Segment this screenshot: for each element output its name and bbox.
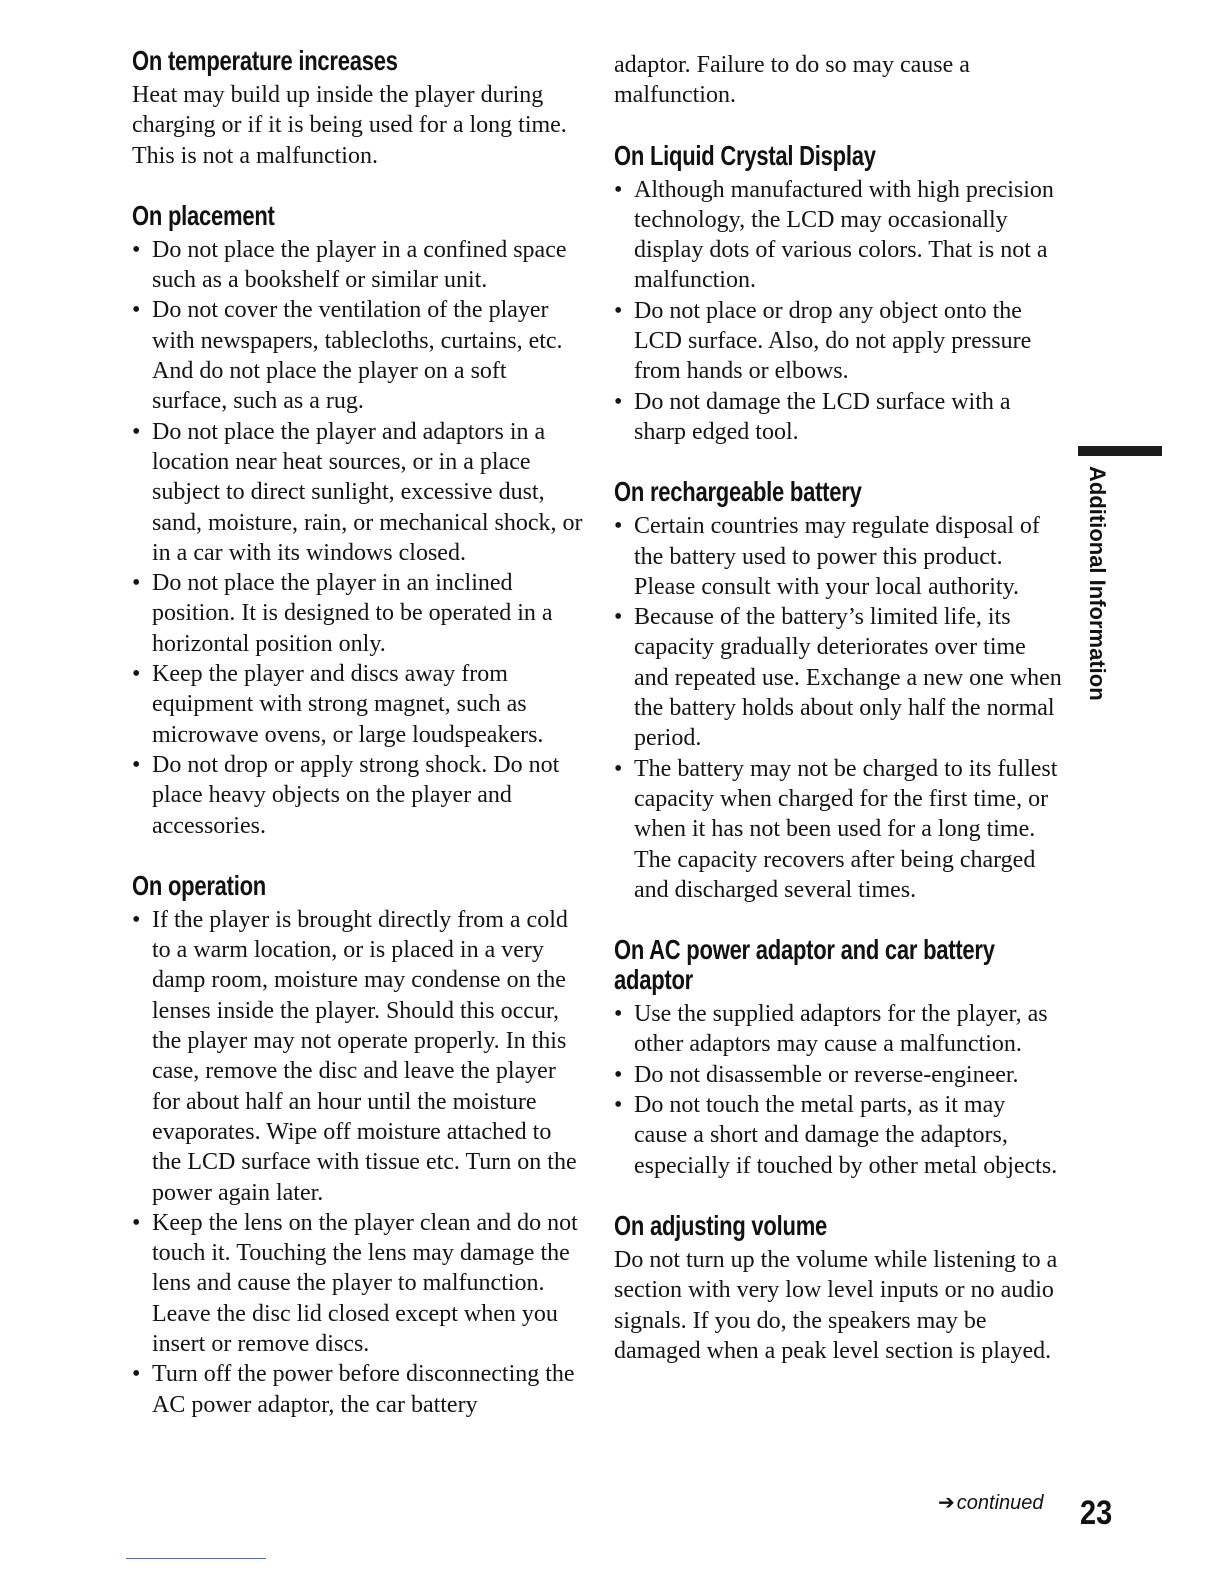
list-item: • Although manufactured with high precision technology, the LCD may occasionally display dots of various colors. That is not a malfunction. (614, 175, 1064, 296)
text-operation-continued: adaptor. Failure to do so may cause a malfunction. (614, 52, 970, 109)
section-temperature (132, 46, 584, 171)
list-item: • Turn off the power before disconnecting the AC power adaptor, the car battery (132, 1359, 584, 1420)
section-tab-marker (1078, 446, 1162, 456)
list-battery (614, 511, 1064, 905)
list-ac-power (614, 999, 1064, 1181)
heading-ac-power: On AC power adaptor and car battery adaptor (614, 934, 995, 996)
page-number: 23 (1080, 1494, 1113, 1532)
list-item: • Do not damage the LCD surface with a sharp edged tool. (614, 387, 1064, 448)
list-item: • Do not place the player in an inclined position. It is designed to be operated in a horizontal position only. (132, 568, 584, 659)
text-temperature: Heat may build up inside the player during charging or if it is being used for a long time. This is not a malfunction. (132, 82, 567, 169)
list-item: • If the player is brought directly from a cold to a warm location, or is placed in a very damp room, moisture may condense on the lenses inside the player. Should this occur, the player may not operate properly. In this case, remove the disc and leave the player for about half an hour until the moisture evaporates. Wipe off moisture attached to the LCD surface with tissue etc. Turn on the power again later. (132, 905, 584, 1208)
heading-temperature: On temperature increases (132, 45, 398, 76)
heading-placement: On placement (132, 199, 275, 231)
list-item: • Do not place the player in a confined space such as a bookshelf or similar unit. (132, 235, 584, 296)
list-item: • Because of the battery’s limited life, its capacity gradually deteriorates over time and repeated use. Exchange a new one when the battery holds about only half the normal period. (614, 602, 1064, 753)
list-item: • The battery may not be charged to its fullest capacity when charged for the first time, or when it has not been used for a long time. The capacity recovers after being charged and discharged several times. (614, 754, 1064, 905)
left-column (132, 46, 584, 1450)
continued-indicator (938, 1490, 1044, 1515)
section-ac-power (614, 935, 1064, 1181)
list-item: • Keep the lens on the player clean and do not touch it. Touching the lens may damage the lens and cause the player to malfunction. Leave the disc lid closed except when you insert or remove discs. (132, 1208, 584, 1359)
heading-battery: On rechargeable battery (614, 476, 862, 508)
section-operation-continued (614, 50, 1064, 111)
section-lcd (614, 141, 1064, 448)
list-item: • Do not place or drop any object onto the LCD surface. Also, do not apply pressure from hands or elbows. (614, 296, 1064, 387)
section-operation (132, 871, 584, 1420)
list-item: • Do not drop or apply strong shock. Do not place heavy objects on the player and accessories. (132, 750, 584, 841)
list-item: • Use the supplied adaptors for the player, as other adaptors may cause a malfunction. (614, 999, 1064, 1060)
right-column (614, 46, 1064, 1396)
list-item: • Do not touch the metal parts, as it may cause a short and damage the adaptors, especially if touched by other metal objects. (614, 1090, 1064, 1181)
list-item: • Do not disassemble or reverse-engineer. (614, 1060, 1064, 1090)
list-lcd (614, 175, 1064, 448)
text-volume: Do not turn up the volume while listening to a section with very low level inputs or no audio signals. If you do, the speakers may be damaged when a peak level section is played. (614, 1246, 1058, 1364)
section-volume (614, 1211, 1064, 1366)
section-placement (132, 201, 584, 841)
side-tab-label: Additional Information (1085, 466, 1110, 701)
list-placement (132, 235, 584, 841)
list-item: • Keep the player and discs away from equipment with strong magnet, such as microwave ovens, or large loudspeakers. (132, 659, 584, 750)
section-battery (614, 477, 1064, 905)
footer-rule (126, 1558, 266, 1559)
list-item: • Do not place the player and adaptors in a location near heat sources, or in a place subject to direct sunlight, excessive dust, sand, moisture, rain, or mechanical shock, or in a car with its windows closed. (132, 417, 584, 568)
heading-lcd: On Liquid Crystal Display (614, 139, 876, 171)
list-item: • Do not cover the ventilation of the player with newspapers, tablecloths, curtains, etc. And do not place the player on a soft surface, such as a rug. (132, 295, 584, 416)
heading-volume: On adjusting volume (614, 1209, 828, 1241)
list-item: • Certain countries may regulate disposal of the battery used to power this product. Please consult with your local authority. (614, 511, 1064, 602)
heading-operation: On operation (132, 869, 267, 901)
list-operation (132, 905, 584, 1420)
arrow-right-icon: ➔ (938, 1492, 955, 1514)
continued-label: continued (956, 1492, 1044, 1514)
